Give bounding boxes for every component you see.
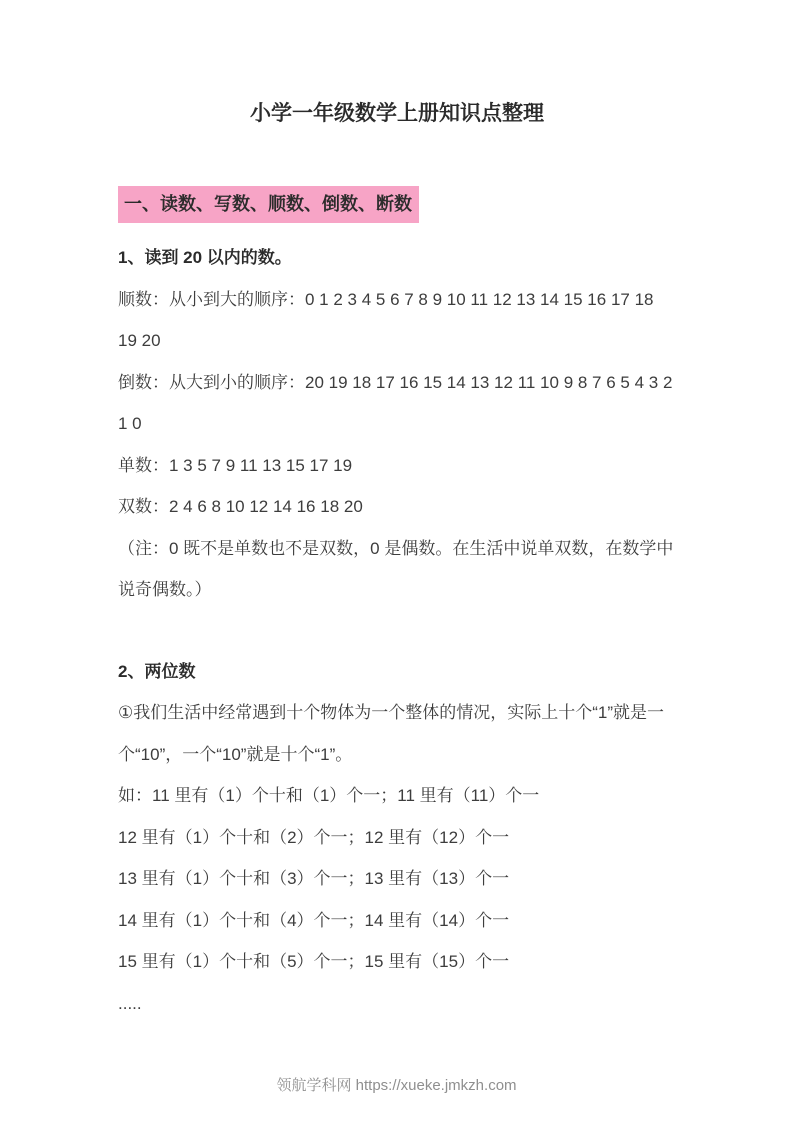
footer-watermark: 领航学科网 https://xueke.jmkzh.com	[276, 1077, 517, 1094]
paragraph-danshu: 单数：1 3 5 7 9 11 13 15 17 19	[118, 455, 353, 475]
paragraph-example-11: 如：11 里有（1）个十和（1）个一；11 里有（11）个一	[118, 786, 540, 805]
paragraph-example-13: 13 里有（1）个十和（3）个一；13 里有（13）个一	[118, 869, 510, 888]
paragraph-example-12: 12 里有（1）个十和（2）个一；12 里有（12）个一	[118, 827, 510, 847]
page-title: 小学一年级数学上册知识点整理	[250, 102, 544, 125]
paragraph-two-digit-intro: ①我们生活中经常遇到十个物体为一个整体的情况，实际上十个“1”就是一个“10”，一个“10”就是十个“1”。	[118, 703, 665, 764]
paragraph-example-14: 14 里有（1）个十和（4）个一；14 里有（14）个一	[118, 910, 510, 930]
paragraph-note: （注：0 既不是单数也不是双数，0 是偶数。在生活中说单双数，在数学中说奇偶数。）	[118, 538, 674, 599]
paragraph-daoshu: 倒数：从大到小的顺序：20 19 18 17 16 15 14 13 12 11 10 9 8 7 6 5 4 3 2 1 0	[118, 372, 673, 433]
subsection-2-heading: 2、两位数	[118, 661, 196, 681]
subsection-1-heading: 1、读到 20 以内的数。	[118, 248, 292, 267]
paragraph-shuangshu: 双数：2 4 6 8 10 12 14 16 18 20	[118, 497, 363, 516]
section-heading-row	[118, 186, 676, 223]
paragraph-example-15: 15 里有（1）个十和（5）个一；15 里有（15）个一	[118, 952, 510, 971]
paragraph-shunshu: 顺数：从小到大的顺序：0 1 2 3 4 5 6 7 8 9 10 11 12 13 14 15 16 17 18 19 20	[118, 289, 654, 350]
paragraph-ellipsis: .....	[118, 993, 142, 1013]
section-heading-highlight: 一、读数、写数、顺数、倒数、断数	[118, 186, 419, 223]
